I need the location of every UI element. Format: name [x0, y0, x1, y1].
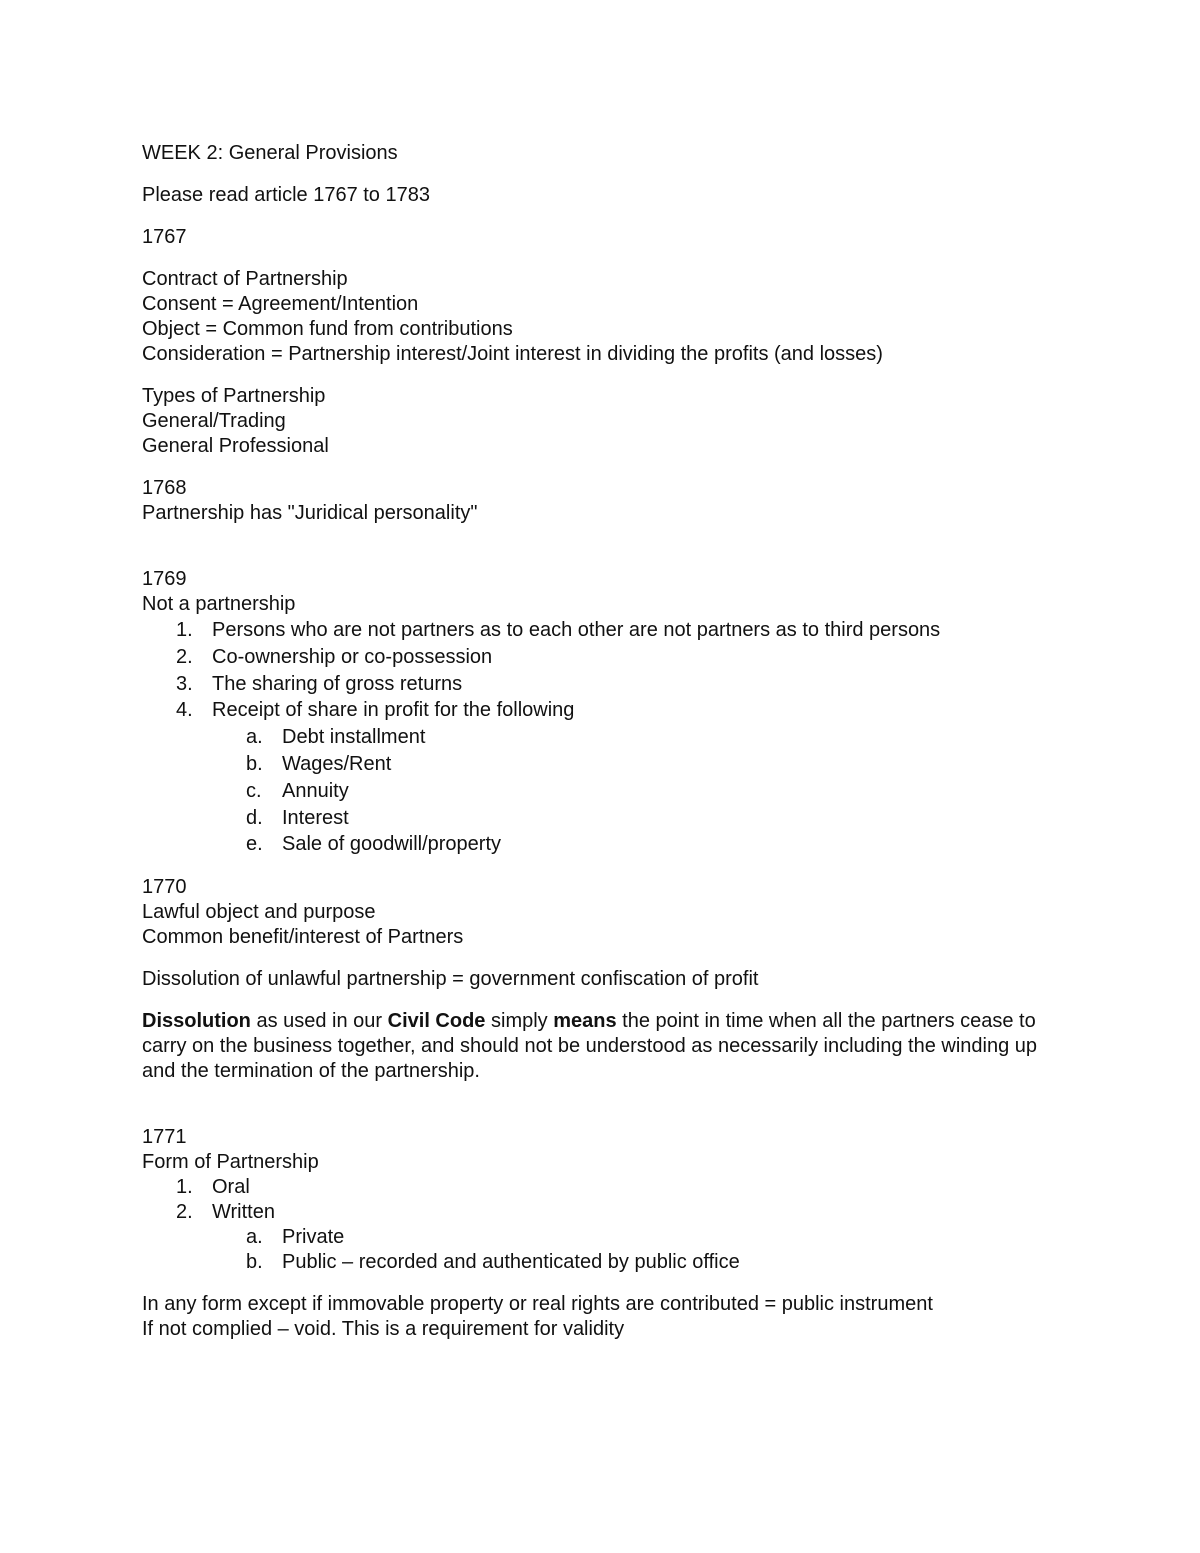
- numbered-list: [142, 1175, 1072, 1275]
- lettered-list: [212, 1225, 1072, 1275]
- list-item-text: Wages/Rent: [282, 752, 392, 775]
- article-line: Object = Common fund from contributions: [142, 318, 513, 340]
- article-number: 1767: [142, 226, 187, 248]
- article-line: Lawful object and purpose: [142, 901, 376, 924]
- article-number: 1770: [142, 876, 187, 899]
- sublist-item: [246, 805, 1072, 832]
- article-number: 1768: [142, 477, 187, 499]
- article-line: Common benefit/interest of Partners: [142, 926, 464, 949]
- article-line: Consent = Agreement/Intention: [142, 293, 419, 315]
- list-item-text: Public – recorded and authenticated by public office: [282, 1251, 740, 1274]
- article-number: 1771: [142, 1126, 187, 1149]
- list-item-text: Receipt of share in profit for the following: [212, 699, 575, 722]
- list-marker: a.: [246, 1226, 263, 1249]
- list-marker: 1.: [176, 619, 193, 641]
- paragraph-text: simply: [485, 1010, 554, 1033]
- type-item: General/Trading: [142, 410, 286, 432]
- list-item-text: Sale of goodwill/property: [282, 833, 502, 856]
- list-marker: 1.: [176, 1176, 193, 1199]
- list-marker: 2.: [176, 645, 193, 668]
- article-1769: [142, 567, 1072, 858]
- list-item-text: Persons who are not partners as to each other are not partners as to third persons: [212, 619, 941, 641]
- list-item-text: Interest: [282, 806, 349, 829]
- list-item: [176, 617, 1072, 644]
- article-line: Contract of Partnership: [142, 268, 348, 290]
- article-heading: Not a partnership: [142, 593, 296, 615]
- sublist-item: [246, 1225, 1072, 1250]
- type-item: General Professional: [142, 435, 329, 457]
- closing-line: In any form except if immovable property or real rights are contributed = public instrument: [142, 1293, 933, 1316]
- list-item: [176, 1175, 1072, 1200]
- list-marker: a.: [246, 726, 263, 749]
- list-item-text: Private: [282, 1226, 345, 1249]
- article-1770: [142, 875, 1072, 1084]
- list-marker: 2.: [176, 1201, 193, 1224]
- numbered-list: [142, 617, 1072, 858]
- closing-line: If not complied – void. This is a requirement for validity: [142, 1318, 625, 1341]
- list-marker: 3.: [176, 672, 193, 695]
- article-1771: [142, 1125, 1072, 1342]
- list-item-text: Co-ownership or co-possession: [212, 645, 493, 668]
- bold-term: Civil Code: [387, 1010, 486, 1033]
- list-item: [176, 671, 1072, 698]
- paragraph-text: the point in time when all the partners cease to carry on the business together, and should not be understood as necessarily including the winding up and the termination of the partnership.: [142, 1010, 1038, 1083]
- list-marker: e.: [246, 833, 263, 856]
- document-title: WEEK 2: General Provisions: [142, 142, 398, 164]
- article-line: Partnership has "Juridical personality": [142, 502, 478, 524]
- bold-term: Dissolution: [142, 1010, 251, 1033]
- list-item: [176, 697, 1072, 858]
- list-marker: c.: [246, 779, 262, 802]
- list-marker: b.: [246, 752, 263, 775]
- list-item-text: Debt installment: [282, 726, 426, 749]
- article-number: 1769: [142, 568, 187, 590]
- bold-term: means: [553, 1010, 617, 1033]
- article-1768: [142, 476, 1072, 526]
- list-item: [176, 644, 1072, 671]
- article-1767: [142, 225, 1072, 459]
- sublist-item: [246, 751, 1072, 778]
- types-heading: Types of Partnership: [142, 385, 326, 407]
- article-heading: Form of Partnership: [142, 1151, 319, 1174]
- sublist-item: [246, 831, 1072, 858]
- list-item: [176, 1200, 1072, 1275]
- list-item-text: Written: [212, 1201, 275, 1224]
- sublist-item: [246, 724, 1072, 751]
- list-marker: b.: [246, 1251, 263, 1274]
- sublist-item: [246, 778, 1072, 805]
- document-body: [142, 141, 1072, 1342]
- list-marker: d.: [246, 806, 263, 829]
- list-item-text: Annuity: [282, 779, 349, 802]
- list-item-text: Oral: [212, 1176, 250, 1199]
- list-marker: 4.: [176, 699, 193, 722]
- reading-note: Please read article 1767 to 1783: [142, 184, 430, 206]
- sublist-item: [246, 1250, 1072, 1275]
- article-line: Consideration = Partnership interest/Joint interest in dividing the profits (and losses): [142, 343, 883, 365]
- dissolution-line: Dissolution of unlawful partnership = government confiscation of profit: [142, 968, 759, 991]
- lettered-list: [212, 724, 1072, 858]
- dissolution-paragraph: [142, 1009, 1072, 1084]
- list-item-text: The sharing of gross returns: [212, 672, 463, 695]
- paragraph-text: as used in our: [250, 1010, 388, 1033]
